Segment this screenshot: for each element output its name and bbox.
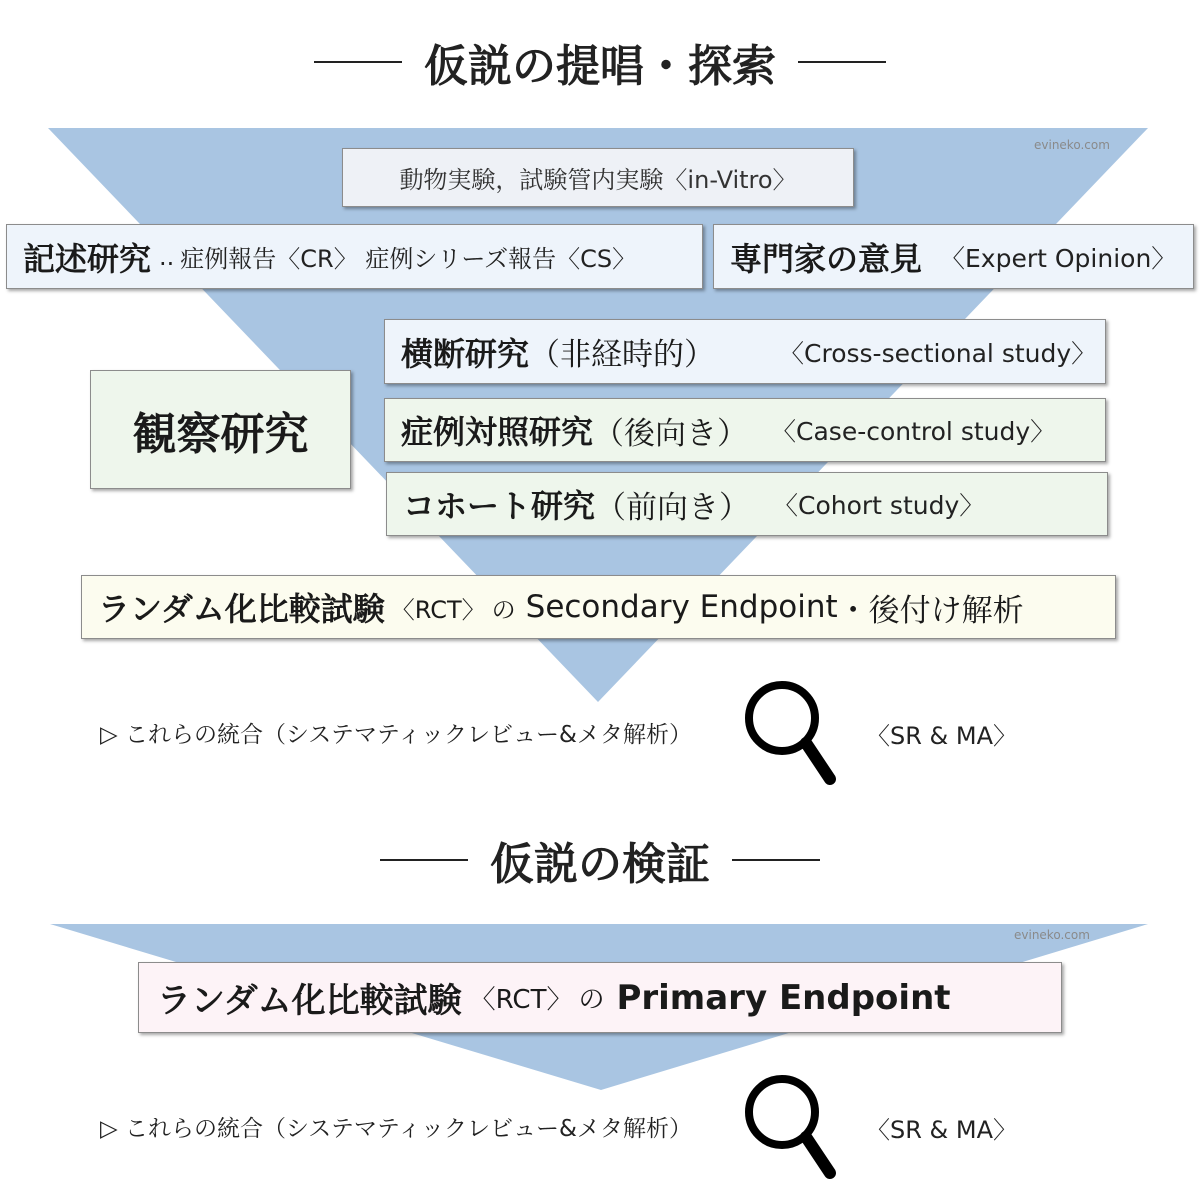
case-control-paren: （後向き） bbox=[593, 415, 749, 452]
descriptive-title: 記述研究 bbox=[23, 239, 152, 278]
expert-english: 〈Expert Opinion〉 bbox=[940, 243, 1177, 273]
cohort-title: コホート研究 bbox=[403, 487, 596, 525]
magnifier-icon bbox=[740, 1070, 840, 1182]
synthesis-text: ▷ これらの統合（システマティックレビュー&メタ解析） bbox=[100, 722, 692, 748]
cross-sectional-title: 横断研究 bbox=[401, 334, 530, 373]
rct-primary-abbr: 〈RCT〉 bbox=[469, 985, 573, 1015]
rct-secondary-no: の bbox=[491, 595, 516, 624]
synthesis-abbr: 〈SR & MA〉 bbox=[866, 1116, 1018, 1144]
rct-secondary-box bbox=[81, 575, 1116, 639]
descriptive-detail: 症例報告〈CR〉 症例シリーズ報告〈CS〉 bbox=[180, 245, 637, 273]
in-vitro-text: 動物実験，試験管内実験〈in-Vitro〉 bbox=[399, 166, 797, 194]
heading-text: 仮説の提唱・探索 bbox=[424, 41, 776, 92]
rct-secondary-suffix: ・後付け解析 bbox=[837, 592, 1024, 629]
observational-title: 観察研究 bbox=[132, 408, 309, 460]
expert-title: 専門家の意見 bbox=[730, 239, 923, 278]
rct-primary-box bbox=[138, 962, 1062, 1033]
section-heading-exploration bbox=[0, 34, 1200, 90]
case-control-english: 〈Case-control study〉 bbox=[771, 417, 1056, 446]
in-vitro-box bbox=[342, 148, 854, 207]
cohort-paren: （前向き） bbox=[595, 489, 751, 526]
heading-rule-left bbox=[314, 61, 402, 63]
rct-primary-english: Primary Endpoint bbox=[616, 977, 951, 1018]
rct-secondary-english: Secondary Endpoint bbox=[525, 589, 838, 625]
descriptive-study-box bbox=[6, 224, 703, 289]
cross-sectional-english: 〈Cross-sectional study〉 bbox=[779, 338, 1097, 368]
observational-study-box bbox=[90, 370, 351, 489]
expert-opinion-box bbox=[713, 224, 1194, 289]
watermark: evineko.com bbox=[1014, 928, 1090, 942]
heading-rule-right bbox=[732, 859, 820, 861]
rct-primary-title: ランダム化比較試験 bbox=[157, 981, 462, 1021]
watermark: evineko.com bbox=[1034, 138, 1110, 152]
rct-secondary-title: ランダム化比較試験 bbox=[98, 590, 385, 628]
rct-primary-no: の bbox=[578, 985, 605, 1015]
magnifier-icon bbox=[740, 676, 840, 788]
section-heading-verification bbox=[0, 832, 1200, 888]
case-control-title: 症例対照研究 bbox=[401, 413, 594, 451]
synthesis-text: ▷ これらの統合（システマティックレビュー&メタ解析） bbox=[100, 1116, 692, 1142]
rct-secondary-abbr: 〈RCT〉 bbox=[390, 595, 486, 624]
cohort-box bbox=[386, 472, 1108, 536]
heading-rule-right bbox=[798, 61, 886, 63]
case-control-box bbox=[384, 398, 1106, 462]
heading-rule-left bbox=[380, 859, 468, 861]
cross-sectional-paren: （非経時的） bbox=[529, 337, 716, 373]
cross-sectional-box bbox=[384, 319, 1106, 384]
heading-text: 仮説の検証 bbox=[490, 839, 710, 890]
descriptive-separator: .. bbox=[159, 242, 175, 271]
synthesis-abbr: 〈SR & MA〉 bbox=[866, 722, 1018, 750]
cohort-english: 〈Cohort study〉 bbox=[773, 491, 985, 520]
